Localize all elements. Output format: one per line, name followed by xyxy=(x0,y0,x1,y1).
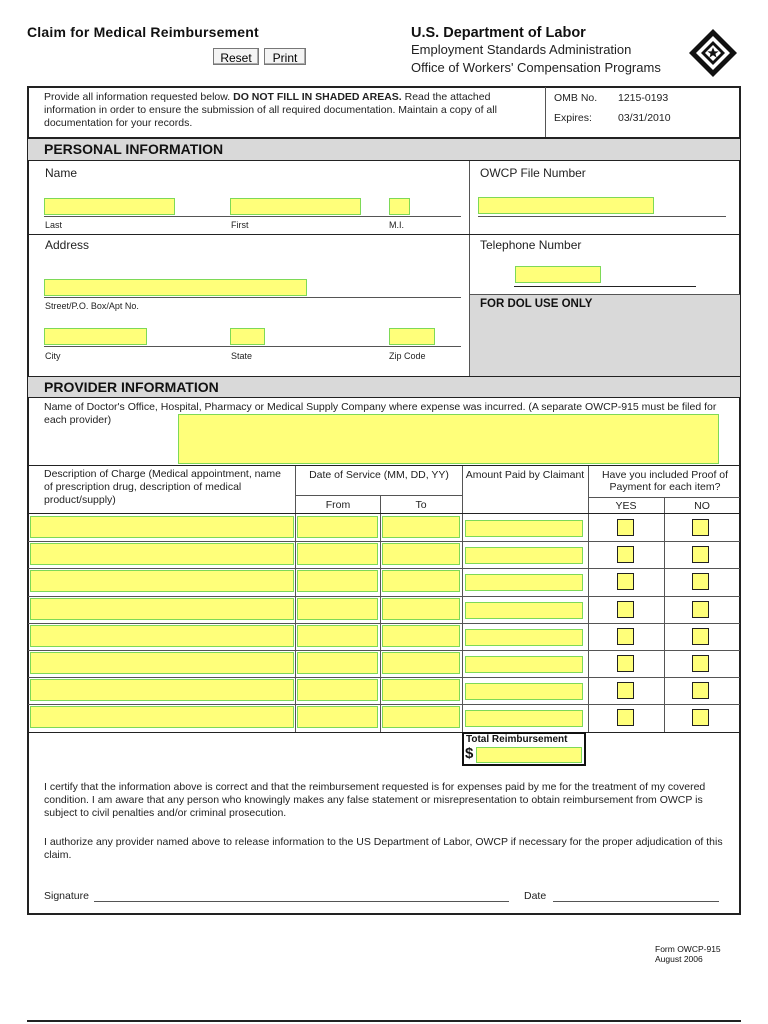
col-proof-header: Have you included Proof of Payment for each item? xyxy=(601,469,729,493)
charge-description-input[interactable] xyxy=(30,625,294,647)
city-input[interactable] xyxy=(44,328,147,345)
charge-description-input[interactable] xyxy=(30,570,294,592)
omb-number: 1215-0193 xyxy=(618,92,669,104)
proof-no-checkbox[interactable] xyxy=(692,519,709,536)
proof-no-checkbox[interactable] xyxy=(692,628,709,645)
address-label: Address xyxy=(45,238,90,252)
service-date-to-input[interactable] xyxy=(382,679,460,701)
service-date-to-input[interactable] xyxy=(382,516,460,538)
row-divider xyxy=(28,568,740,569)
amount-paid-input[interactable] xyxy=(465,547,583,564)
proof-no-checkbox[interactable] xyxy=(692,601,709,618)
service-date-from-input[interactable] xyxy=(297,679,378,701)
proof-yes-checkbox[interactable] xyxy=(617,519,634,536)
service-date-to-input[interactable] xyxy=(382,598,460,620)
reset-button[interactable]: Reset xyxy=(213,48,259,65)
service-date-from-input[interactable] xyxy=(297,625,378,647)
authorization-text: I authorize any provider named above to release information to the US Department of Labor, OWCP if necessary for the proper adjudication of this claim. xyxy=(44,836,723,861)
proof-yes-checkbox[interactable] xyxy=(617,601,634,618)
row-divider xyxy=(28,704,740,705)
first-label: First xyxy=(231,220,249,230)
omb-label: OMB No. xyxy=(554,92,598,104)
service-date-from-input[interactable] xyxy=(297,570,378,592)
proof-no-checkbox[interactable] xyxy=(692,682,709,699)
service-date-from-input[interactable] xyxy=(297,543,378,565)
middle-initial-input[interactable] xyxy=(389,198,410,215)
service-date-to-input[interactable] xyxy=(382,706,460,728)
expires-date: 03/31/2010 xyxy=(618,112,671,124)
dol-use-only-label: FOR DOL USE ONLY xyxy=(480,298,593,310)
amount-paid-input[interactable] xyxy=(465,683,583,700)
row-divider xyxy=(28,623,740,624)
proof-no-checkbox[interactable] xyxy=(692,546,709,563)
dol-logo-icon xyxy=(688,28,738,78)
signature-line[interactable] xyxy=(94,901,509,902)
first-name-input[interactable] xyxy=(230,198,361,215)
amount-paid-input[interactable] xyxy=(465,656,583,673)
charge-description-input[interactable] xyxy=(30,598,294,620)
last-label: Last xyxy=(45,220,63,230)
row-divider xyxy=(28,541,740,542)
proof-yes-checkbox[interactable] xyxy=(617,546,634,563)
service-date-to-input[interactable] xyxy=(382,543,460,565)
col-amount-header: Amount Paid by Claimant xyxy=(465,469,585,481)
city-label: City xyxy=(45,351,61,361)
personal-info-header: PERSONAL INFORMATION xyxy=(28,139,740,160)
mi-label: M.I. xyxy=(389,220,404,230)
col-yes-header: YES xyxy=(615,500,637,512)
provider-name-description: Name of Doctor's Office, Hospital, Pharmacy or Medical Supply Company where expense was incurred. (A separate OWCP-915 must be filed for each provider) xyxy=(44,401,717,426)
proof-no-checkbox[interactable] xyxy=(692,655,709,672)
proof-yes-checkbox[interactable] xyxy=(617,628,634,645)
proof-no-checkbox[interactable] xyxy=(692,573,709,590)
intro-instructions: Provide all information requested below. DO NOT FILL IN SHADED AREAS. Read the attached information in order to ensure the submission of all required documentation. Maintain a copy of all documentation for your records. xyxy=(44,91,497,129)
form-number: Form OWCP-915 xyxy=(655,944,721,954)
total-reimbursement-input[interactable] xyxy=(476,747,582,763)
row-divider xyxy=(28,650,740,651)
col-description-header: Description of Charge (Medical appointment, name of prescription drug, description of medical product/supply) xyxy=(44,468,281,506)
signature-label: Signature xyxy=(44,890,89,902)
charge-description-input[interactable] xyxy=(30,706,294,728)
service-date-to-input[interactable] xyxy=(382,652,460,674)
amount-paid-input[interactable] xyxy=(465,602,583,619)
service-date-from-input[interactable] xyxy=(297,516,378,538)
dollar-sign: $ xyxy=(465,745,474,762)
col-no-header: NO xyxy=(694,500,710,512)
proof-yes-checkbox[interactable] xyxy=(617,682,634,699)
date-line[interactable] xyxy=(553,901,719,902)
amount-paid-input[interactable] xyxy=(465,574,583,591)
row-divider xyxy=(28,596,740,597)
service-date-to-input[interactable] xyxy=(382,570,460,592)
owcp-file-number-input[interactable] xyxy=(478,197,654,214)
department-name: U.S. Department of Labor xyxy=(411,25,586,41)
expires-label: Expires: xyxy=(554,112,592,124)
zip-code-label: Zip Code xyxy=(389,351,426,361)
amount-paid-input[interactable] xyxy=(465,629,583,646)
col-from-header: From xyxy=(325,499,351,511)
certification-text: I certify that the information above is correct and that the reimbursement requested is for expenses paid by me for the treatment of my covered condition. I am aware that any person who knowingly makes any false statement or misrepresentation to obtain reimbursement from OWCP is subject to civil penalties and/or criminal prosecution. xyxy=(44,781,706,819)
date-label: Date xyxy=(524,890,547,902)
amount-paid-input[interactable] xyxy=(465,520,583,537)
form-title: Claim for Medical Reimbursement xyxy=(27,24,259,40)
agency-name: Employment Standards Administration xyxy=(411,42,632,57)
print-button[interactable]: Print xyxy=(264,48,306,65)
charge-description-input[interactable] xyxy=(30,516,294,538)
proof-no-checkbox[interactable] xyxy=(692,709,709,726)
street-label: Street/P.O. Box/Apt No. xyxy=(45,301,139,311)
state-label: State xyxy=(231,351,253,361)
state-input[interactable] xyxy=(230,328,265,345)
office-name: Office of Workers' Compensation Programs xyxy=(411,60,661,75)
telephone-label: Telephone Number xyxy=(480,238,582,252)
telephone-input[interactable] xyxy=(515,266,601,283)
last-name-input[interactable] xyxy=(44,198,175,215)
proof-yes-checkbox[interactable] xyxy=(617,573,634,590)
charge-description-input[interactable] xyxy=(30,543,294,565)
service-date-from-input[interactable] xyxy=(297,598,378,620)
service-date-from-input[interactable] xyxy=(297,706,378,728)
form-revision-date: August 2006 xyxy=(655,954,703,964)
proof-yes-checkbox[interactable] xyxy=(617,655,634,672)
charge-description-input[interactable] xyxy=(30,679,294,701)
proof-yes-checkbox[interactable] xyxy=(617,709,634,726)
service-date-to-input[interactable] xyxy=(382,625,460,647)
total-reimbursement-label: Total Reimbursement xyxy=(466,734,568,745)
name-label: Name xyxy=(45,166,78,180)
zip-code-input[interactable] xyxy=(389,328,435,345)
owcp-file-label: OWCP File Number xyxy=(480,166,586,180)
provider-info-header: PROVIDER INFORMATION xyxy=(28,377,740,397)
amount-paid-input[interactable] xyxy=(465,710,583,727)
street-input[interactable] xyxy=(44,279,307,296)
col-date-header: Date of Service (MM, DD, YY) xyxy=(309,469,449,481)
col-to-header: To xyxy=(415,499,427,511)
provider-name-input[interactable] xyxy=(178,414,719,464)
charge-description-input[interactable] xyxy=(30,652,294,674)
service-date-from-input[interactable] xyxy=(297,652,378,674)
row-divider xyxy=(28,677,740,678)
